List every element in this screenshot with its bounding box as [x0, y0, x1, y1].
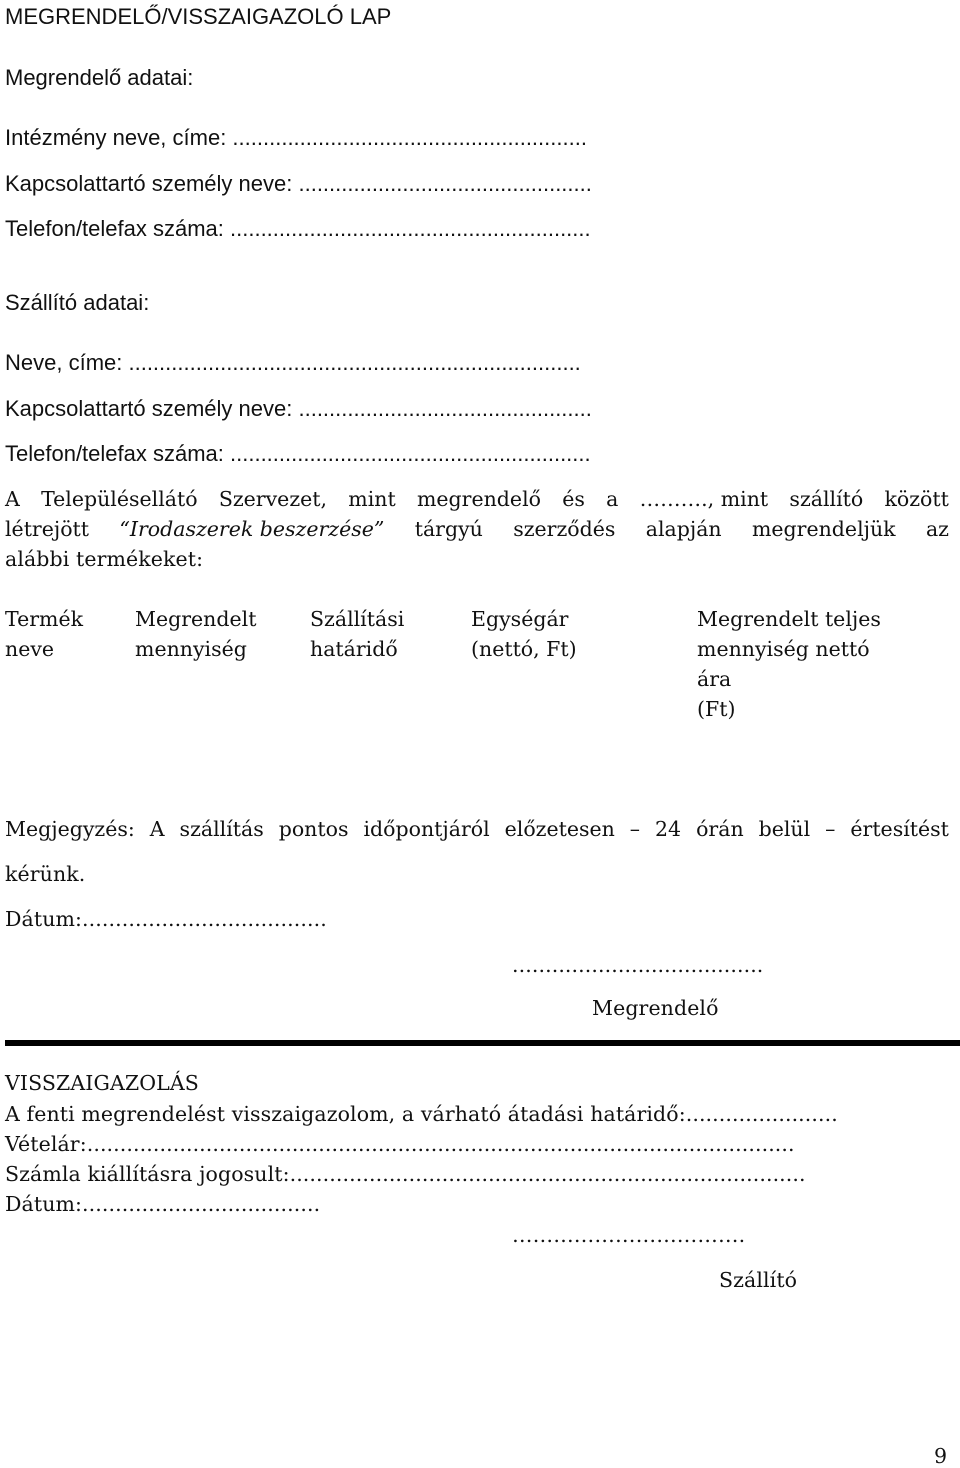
orderer-signature-label: Megrendelő: [592, 996, 719, 1020]
note-line-2: kérünk.: [5, 862, 86, 886]
supplier-heading: Szállító adatai:: [5, 290, 150, 315]
subject-title: “Irodaszerek beszerzése”: [119, 517, 385, 541]
section-divider: [5, 1040, 960, 1046]
orderer-date-field: Dátum:.....................................: [5, 907, 327, 931]
confirmation-date-field: Dátum:....................................: [5, 1192, 321, 1216]
supplier-name-field: Neve, címe: ..........................................................................: [5, 350, 581, 375]
page-number: 9: [934, 1444, 948, 1468]
supplier-signature-label: Szállító: [719, 1268, 798, 1292]
confirmation-heading: VISSZAIGAZOLÁS: [5, 1071, 199, 1095]
orderer-institution-field: Intézmény neve, címe: ..........................................................: [5, 125, 587, 150]
page-title: MEGRENDELŐ/VISSZAIGAZOLÓ LAP: [5, 4, 392, 29]
supplier-contact-field: Kapcsolattartó személy neve: ................................................: [5, 396, 592, 421]
supplier-signature-line: …………………………….: [512, 1223, 746, 1247]
intro-line-1: A Településellátó Szervezet, mint megrendelő és a ………., mint szállító között: [5, 487, 949, 511]
orderer-contact-field: Kapcsolattartó személy neve: ................................................: [5, 171, 592, 196]
note-line-1: Megjegyzés: A szállítás pontos időpontjáról előzetesen – 24 órán belül – értesítést: [5, 817, 949, 841]
confirmation-price-field: Vételár:...........................................................................................................: [5, 1132, 795, 1156]
orderer-signature-line: ......................................: [512, 953, 764, 977]
intro-line-3: alábbi termékeket:: [5, 547, 204, 571]
column-header-total-net-price: Megrendelt teljes mennyiség nettó ára (Ft): [697, 607, 881, 721]
column-header-delivery-deadline: Szállítási határidő: [310, 607, 405, 661]
column-header-unit-price: Egységár (nettó, Ft): [471, 607, 577, 661]
orderer-phone-field: Telefon/telefax száma: ...........................................................: [5, 216, 591, 241]
confirmation-deadline-field: A fenti megrendelést visszaigazolom, a várható átadási határidő:.......................: [5, 1102, 838, 1126]
column-header-ordered-quantity: Megrendelt mennyiség: [135, 607, 257, 661]
intro-line-2: létrejött “Irodaszerek beszerzése” tárgyú szerződés alapján megrendeljük az: [5, 517, 949, 541]
orderer-heading: Megrendelő adatai:: [5, 65, 194, 90]
column-header-product-name: Termék neve: [5, 607, 84, 661]
supplier-phone-field: Telefon/telefax száma: ...........................................................: [5, 441, 591, 466]
confirmation-invoice-field: Számla kiállításra jogosult:..............................................................................: [5, 1162, 806, 1186]
